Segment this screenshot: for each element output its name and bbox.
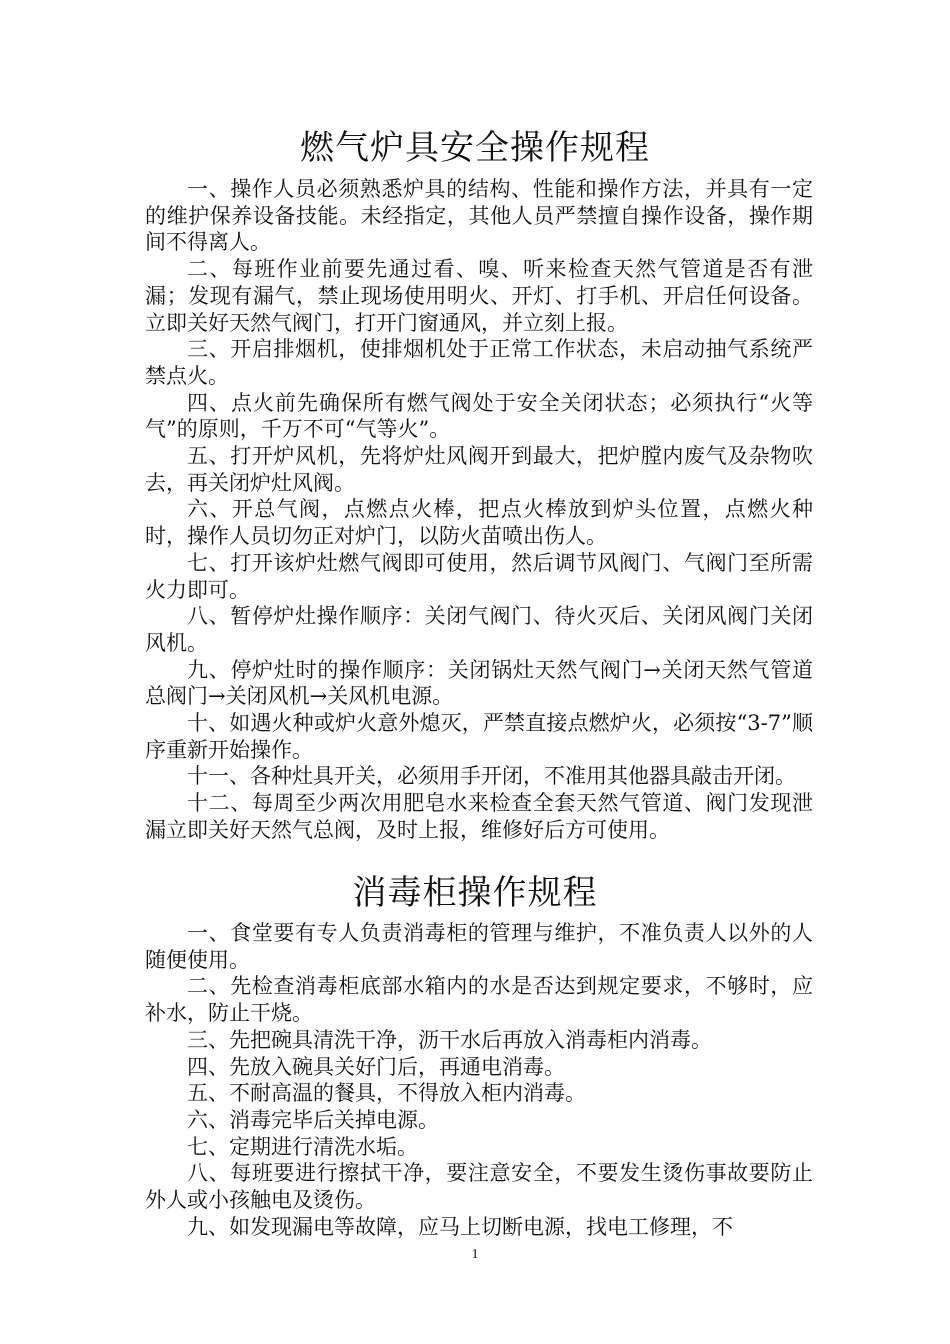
paragraph: 十一、各种灶具开关，必须用手开闭，不准用其他器具敲击开闭。 xyxy=(187,764,796,789)
paragraph: 八、暂停炉灶操作顺序：关闭气阀门、待火灭后、关闭风阀门关闭风机。 xyxy=(145,604,813,655)
paragraph: 三、开启排烟机，使排烟机处于正常工作状态，未启动抽气系统严禁点火。 xyxy=(145,337,813,388)
paragraph: 八、每班要进行擦拭干净，要注意安全，不要发生烫伤事故要防止外人或小孩触电及烫伤。 xyxy=(145,1161,813,1213)
paragraph: 十、如遇火种或炉火意外熄灭，严禁直接点燃炉火，必须按“3-7”顺序重新开始操作。 xyxy=(145,711,813,762)
paragraph: 一、操作人员必须熟悉炉具的结构、性能和操作方法，并具有一定的维护保养设备技能。未经指定，其他人员严禁擅自操作设备，操作期间不得离人。 xyxy=(145,177,813,255)
paragraph: 七、打开该炉灶燃气阀即可使用，然后调节风阀门、气阀门至所需火力即可。 xyxy=(145,550,813,602)
section-title-disinfection-cabinet: 消毒柜操作规程 xyxy=(352,873,598,913)
section-body-gas-stove xyxy=(145,176,813,844)
paragraph: 九、如发现漏电等故障，应马上切断电源，找电工修理，不 xyxy=(187,1214,733,1239)
page-number: 1 xyxy=(471,1247,479,1262)
section-title-gas-stove: 燃气炉具安全操作规程 xyxy=(300,128,650,168)
paragraph: 十二、每周至少两次用肥皂水来检查全套天然气管道、阀门发现泄漏立即关好天然气总阀，及时上报，维修好后方可使用。 xyxy=(145,791,813,842)
paragraph: 六、消毒完毕后关掉电源。 xyxy=(187,1107,439,1132)
paragraph: 六、开总气阀，点燃点火棒，把点火棒放到炉头位置，点燃火种时，操作人员切勿正对炉门，以防火苗喷出伤人。 xyxy=(145,497,813,549)
paragraph: 九、停炉灶时的操作顺序：关闭锅灶天然气阀门→关闭天然气管道总阀门→关闭风机→关风机电源。 xyxy=(145,657,813,709)
section-body-disinfection-cabinet xyxy=(145,920,813,1240)
paragraph: 五、打开炉风机，先将炉灶风阀开到最大，把炉膛内废气及杂物吹去，再关闭炉灶风阀。 xyxy=(145,444,813,495)
paragraph: 四、点火前先确保所有燃气阀处于安全关闭状态；必须执行“火等气”的原则，千万不可“气等火”。 xyxy=(145,390,813,442)
paragraph: 三、先把碗具清洗干净，沥干水后再放入消毒柜内消毒。 xyxy=(187,1027,712,1052)
paragraph: 一、食堂要有专人负责消毒柜的管理与维护，不准负责人以外的人随便使用。 xyxy=(145,921,813,972)
paragraph: 七、定期进行清洗水垢。 xyxy=(187,1134,418,1159)
paragraph: 四、先放入碗具关好门后，再通电消毒。 xyxy=(187,1054,565,1079)
paragraph: 二、先检查消毒柜底部水箱内的水是否达到规定要求，不够时，应补水，防止干烧。 xyxy=(145,974,813,1026)
paragraph: 二、每班作业前要先通过看、嗅、听来检查天然气管道是否有泄漏；发现有漏气，禁止现场使用明火、开灯、打手机、开启任何设备。立即关好天然气阀门，打开门窗通风，并立刻上报。 xyxy=(145,257,813,335)
paragraph: 五、不耐高温的餐具，不得放入柜内消毒。 xyxy=(187,1081,586,1106)
